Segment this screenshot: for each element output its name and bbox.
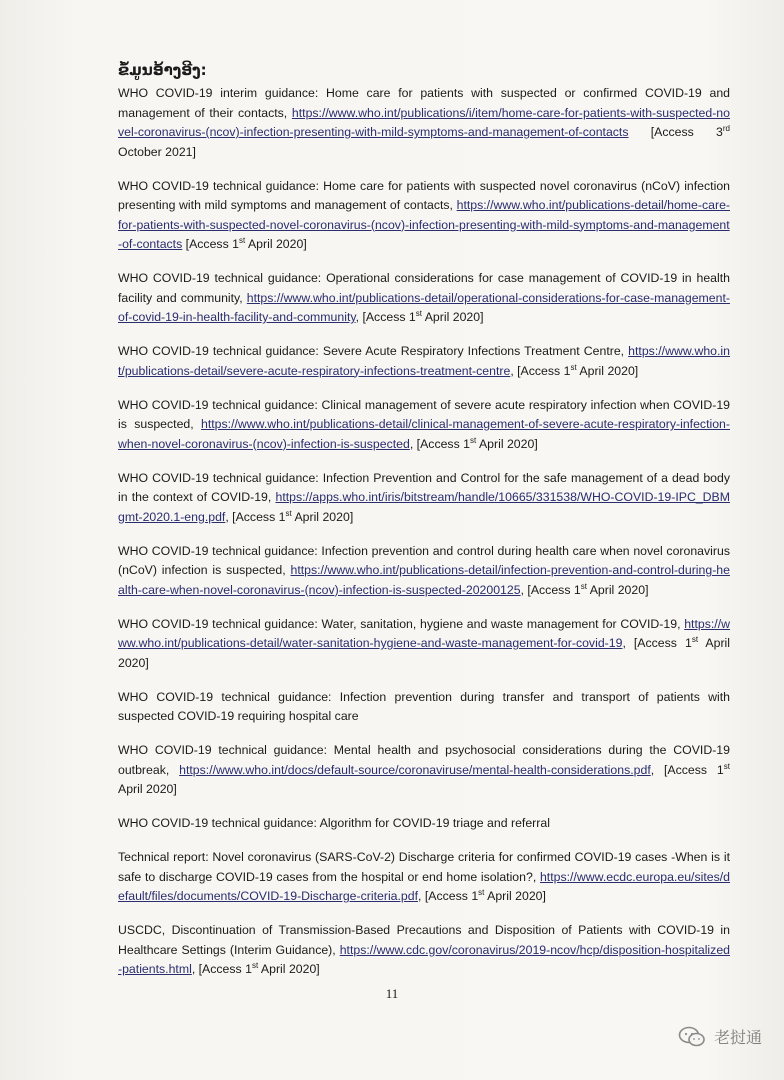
reference-title: Technical report: Novel coronavirus (SARS-CoV-2) Discharge criteria for confirmed COVID-19 cases -When is it safe to discharge COVID-19 cases from the hospital or end home isolation?,	[118, 850, 730, 884]
reference-title: WHO COVID-19 technical guidance: Operational considerations for case management of COVID-19 in health facility and community,	[118, 271, 730, 305]
reference-link[interactable]: https://www.who.int/publications-detail/operational-considerations-for-case-management-of-covid-19-in-health-facility-and-community	[118, 290, 730, 324]
reference-access-date: , [Access 1st April 2020]	[510, 362, 639, 378]
reference-entry-1	[118, 84, 730, 162]
reference-link[interactable]: https://www.who.int/publications-detail/home-care-for-patients-with-suspected-novel-coronavirus-(ncov)-infection-presenting-with-mild-symptoms-and-management-of-contacts	[118, 198, 730, 251]
reference-link[interactable]: https://www.who.int/docs/default-source/coronaviruse/mental-health-considerations.pdf	[179, 762, 651, 777]
reference-entry-2	[118, 177, 730, 255]
reference-access-date: , [Access 1st April 2020]	[225, 508, 354, 524]
reference-title: WHO COVID-19 technical guidance: Severe Acute Respiratory Infections Treatment Centre,	[118, 344, 629, 358]
reference-access-date: [Access 3rd October 2021]	[118, 123, 730, 159]
reference-title: WHO COVID-19 technical guidance: Infection prevention during transfer and transport of patients with suspected COVID-19 requiring hospital care	[118, 689, 730, 723]
reference-title: WHO COVID-19 technical guidance: Mental health and psychosocial considerations during the COVID-19 outbreak,	[118, 743, 730, 777]
reference-entry-6	[118, 469, 730, 528]
reference-link[interactable]: https://www.who.int/publications-detail/infection-prevention-and-control-during-health-care-when-novel-coronavirus-(ncov)-infection-is-suspected-20200125	[118, 563, 730, 597]
reference-access-date: , [Access 1st April 2020]	[118, 761, 730, 796]
page-number: 11	[385, 986, 399, 1001]
reference-entry-7	[118, 542, 730, 601]
reference-entry-10	[118, 741, 730, 800]
references-section	[118, 58, 730, 994]
reference-title: WHO COVID-19 technical guidance: Algorithm for COVID-19 triage and referral	[118, 816, 550, 830]
reference-title: WHO COVID-19 technical guidance: Home care for patients with suspected novel coronavirus (nCoV) infection presenting with mild symptoms and management of contacts,	[118, 178, 730, 212]
reference-access-date: , [Access 1st April 2020]	[355, 308, 484, 324]
reference-title: WHO COVID-19 technical guidance: Water, sanitation, hygiene and waste management for COVID-19,	[118, 616, 685, 631]
reference-entry-13	[118, 921, 730, 980]
reference-link[interactable]: https://www.ecdc.europa.eu/sites/default/files/documents/COVID-19-Discharge-criteria.pdf	[118, 869, 730, 903]
reference-access-date: , [Access 1st April 2020]	[118, 634, 730, 670]
reference-entry-11	[118, 814, 730, 834]
reference-entry-5	[118, 396, 730, 455]
reference-access-date: , [Access 1st April 2020]	[191, 960, 320, 976]
watermark-text: 老挝通	[713, 1030, 762, 1047]
reference-link[interactable]: https://www.cdc.gov/coronavirus/2019-ncov/hcp/disposition-hospitalized-patients.html	[118, 942, 730, 976]
reference-entry-8	[118, 615, 730, 674]
reference-title: WHO COVID-19 technical guidance: Infection prevention and control during health care when novel coronavirus (nCoV) infection is suspected,	[118, 543, 730, 577]
reference-link[interactable]: https://apps.who.int/iris/bitstream/handle/10665/331538/WHO-COVID-19-IPC_DBMgmt-2020.1-eng.pdf	[118, 490, 730, 524]
reference-link[interactable]: https://www.who.int/publications-detail/water-sanitation-hygiene-and-waste-management-for-covid-19	[118, 616, 730, 650]
wechat-icon	[678, 1026, 706, 1048]
reference-title: WHO COVID-19 technical guidance: Clinical management of severe acute respiratory infection when COVID-19 is suspected,	[118, 397, 730, 431]
reference-access-date: [Access 1st April 2020]	[182, 235, 307, 251]
references-heading: ຂໍ້ມູນອ້າງອີງ:	[118, 61, 207, 79]
reference-entry-12	[118, 848, 730, 907]
reference-link[interactable]: https://www.who.int/publications-detail/clinical-management-of-severe-acute-respiratory-infection-when-novel-coronavirus-(ncov)-infection-is-suspected	[118, 417, 730, 451]
reference-access-date: , [Access 1st April 2020]	[409, 435, 538, 451]
reference-access-date: , [Access 1st April 2020]	[418, 887, 546, 903]
reference-entry-4	[118, 342, 730, 381]
reference-entry-9	[118, 688, 730, 727]
reference-list	[118, 84, 730, 980]
reference-title: WHO COVID-19 interim guidance: Home care for patients with suspected or confirmed COVID-19 and management of their contacts,	[118, 86, 730, 120]
reference-entry-3	[118, 269, 730, 328]
reference-access-date: , [Access 1st April 2020]	[520, 581, 649, 597]
reference-link[interactable]: https://www.who.int/publications-detail/severe-acute-respiratory-infections-treatment-centre	[118, 344, 730, 378]
reference-title: USCDC, Discontinuation of Transmission-Based Precautions and Disposition of Patients with COVID-19 in Healthcare Settings (Interim Guidance),	[118, 923, 730, 957]
reference-link[interactable]: https://www.who.int/publications/i/item/home-care-for-patients-with-suspected-novel-coronavirus-(ncov)-infection-presenting-with-mild-symptoms-and-management-of-contacts	[118, 105, 730, 139]
reference-title: WHO COVID-19 technical guidance: Infection Prevention and Control for the safe management of a dead body in the context of COVID-19,	[118, 470, 730, 504]
watermark	[678, 1025, 762, 1048]
